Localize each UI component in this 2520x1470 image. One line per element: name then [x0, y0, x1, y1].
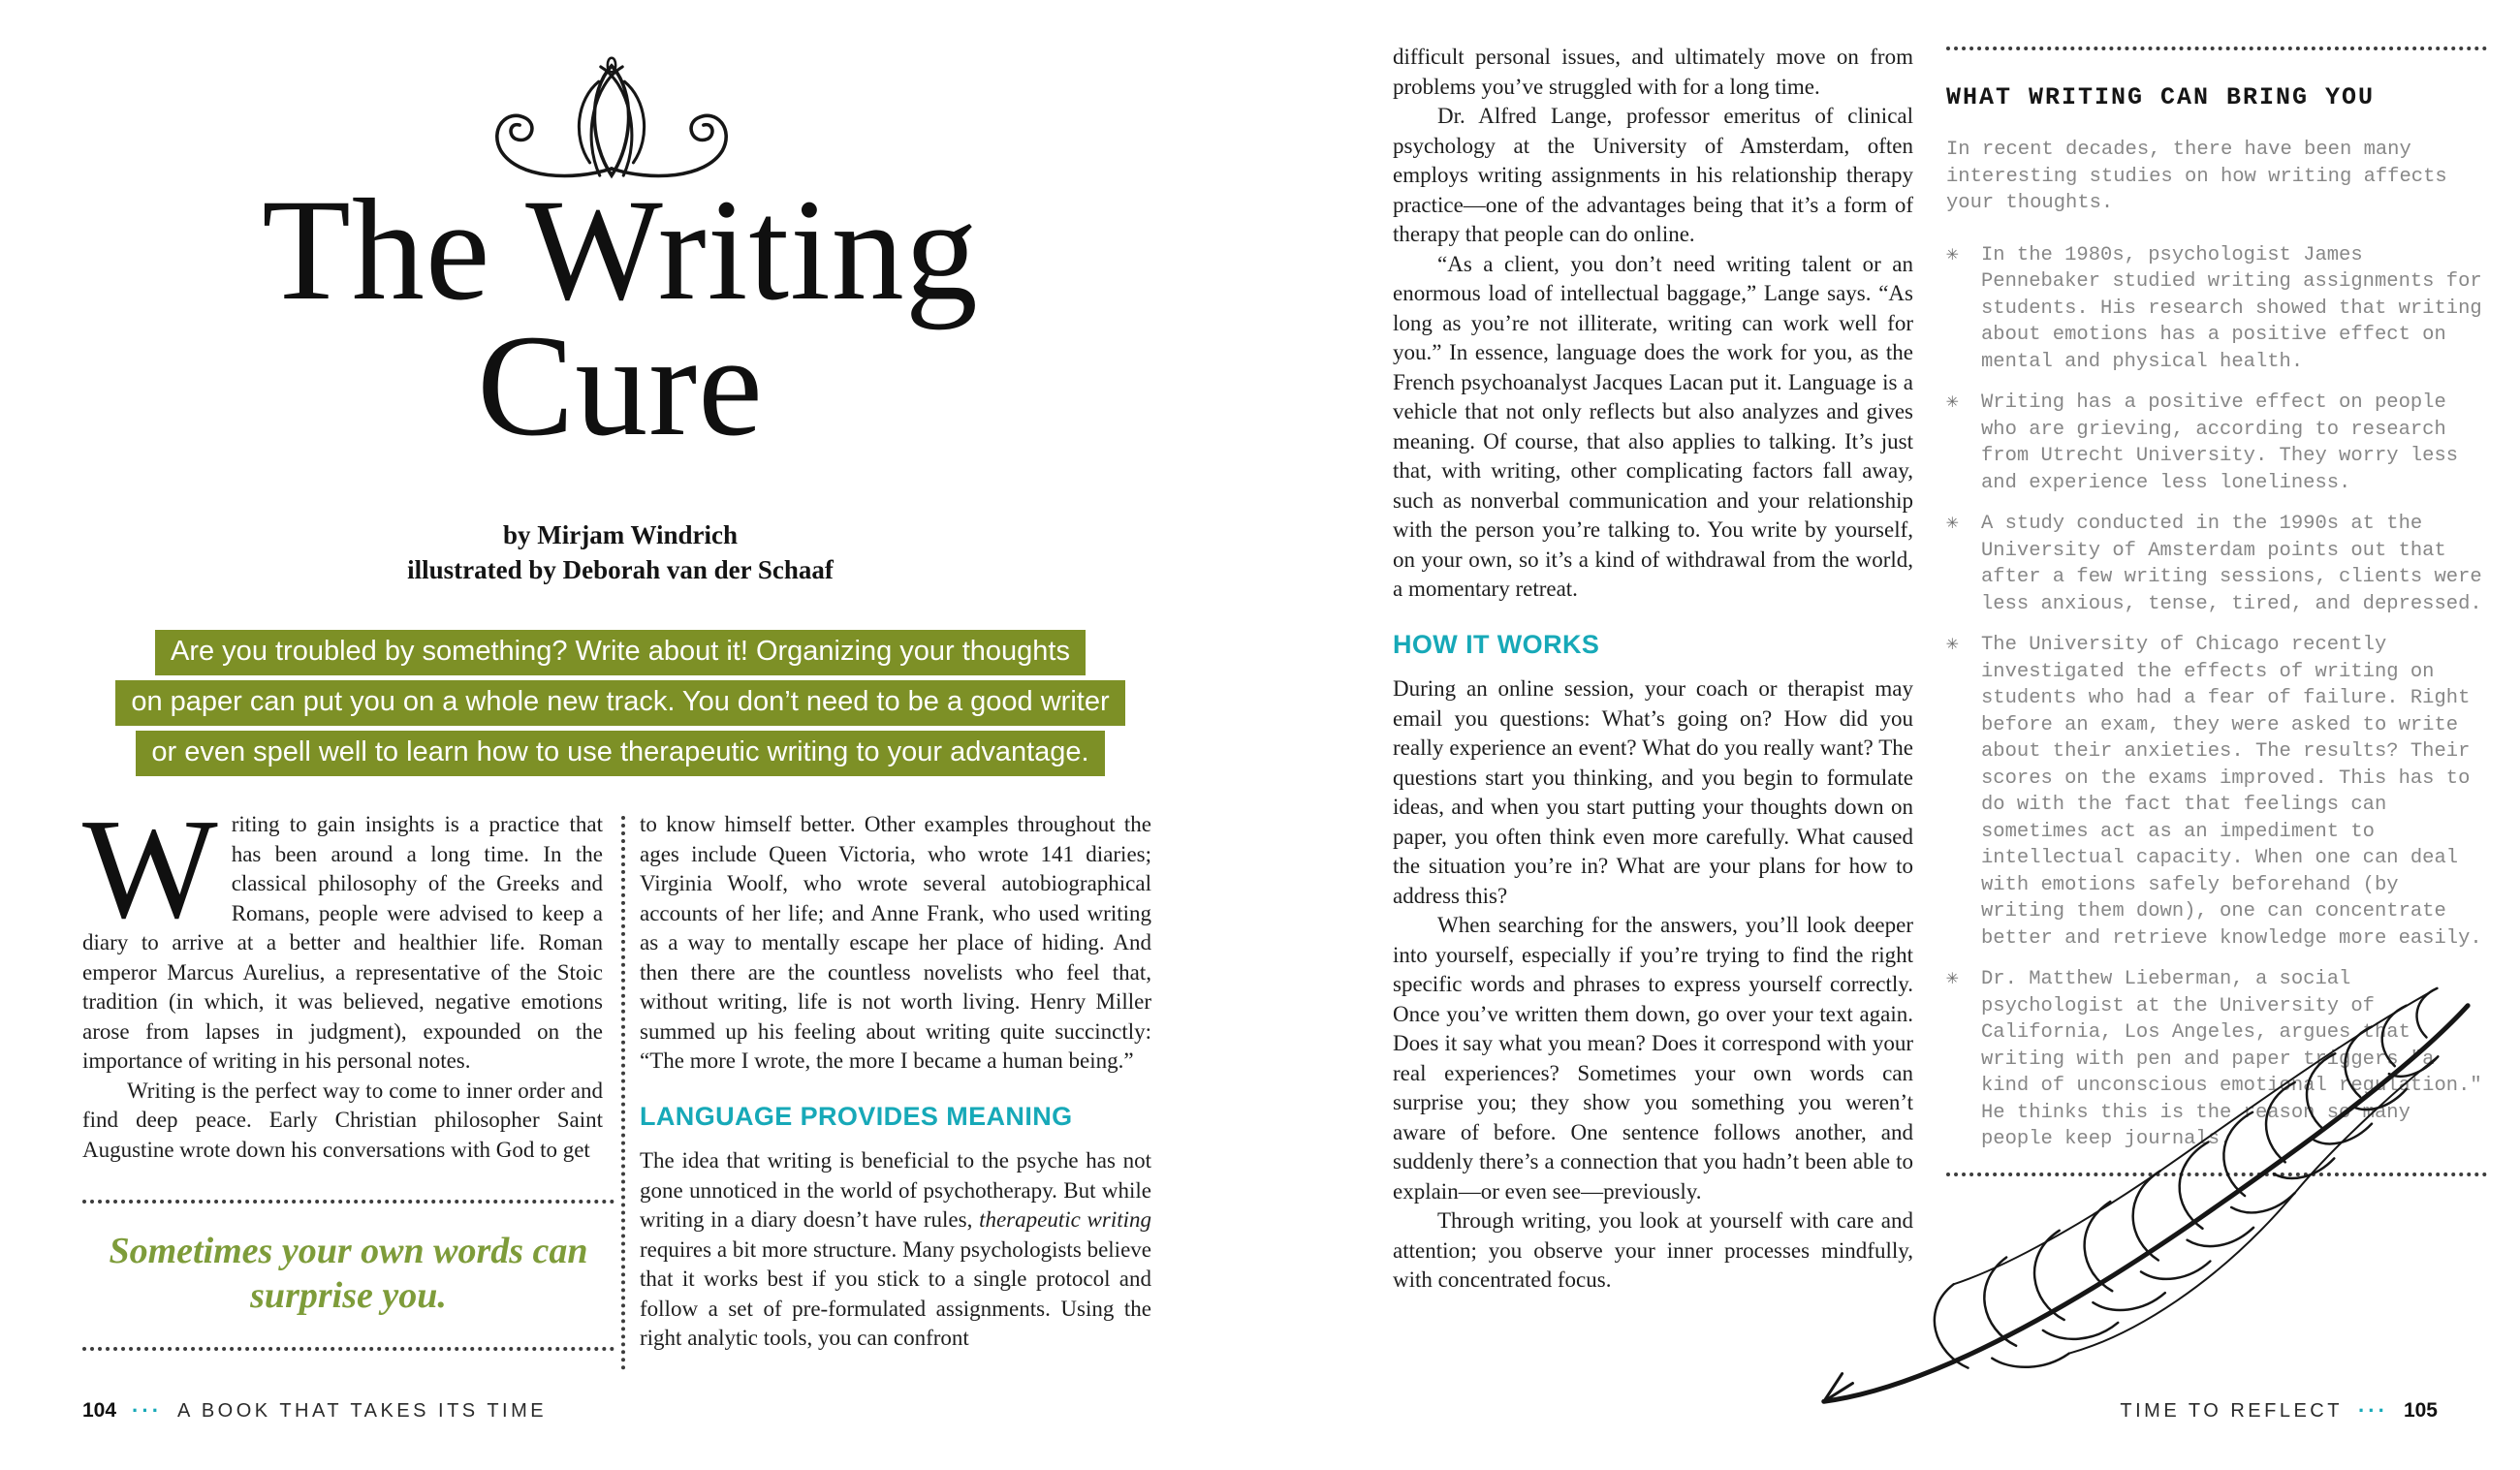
- paragraph: When searching for the answers, you’ll look deeper into yourself, especially if you’re trying to find the right specific words and phrases to express yourself correctly. Once you’ve written them down, go over your text again. Does it say what you mean? Does it correspond with your real experiences? Sometimes your own words can surprise you; they show you something you weren’t aware of before. One sentence follows another, and suddenly there’s a connection that you hadn’t been able to explain—or even see—previously.: [1393, 913, 1913, 1204]
- page-number: 104: [82, 1399, 117, 1422]
- byline-author: by Mirjam Windrich: [502, 520, 738, 549]
- sidebar-bullet: [1946, 511, 2487, 617]
- article-title-line1: The Writing: [262, 170, 979, 330]
- byline: [0, 517, 1241, 587]
- drop-cap: W: [82, 790, 218, 949]
- section-heading-language: LANGUAGE PROVIDES MEANING: [640, 1101, 1073, 1131]
- paragraph: “As a client, you don’t need writing talent or an enormous load of intellectual baggage,” Lange says. “As long as you’re not illiterate, writing can work well for you.” In essence, language does the work for you, as the French psychoanalyst Jacques Lacan put it. Language is a vehicle that not only reflects but also analyzes and gives meaning. Of course, that also applies to talking. It’s just that, with writing, other complicating factors fall away, such as nonverbal communication and your relationship with the person you’re talking to. You write by yourself, on your own, so it’s a kind of withdrawal from the world, a momentary retreat.: [1393, 251, 1913, 601]
- asterisk-icon: ✳: [1946, 968, 1959, 990]
- section-heading-how-it-works: HOW IT WORKS: [1393, 629, 1600, 659]
- sidebar-heading: WHAT WRITING CAN BRING YOU: [1946, 83, 2376, 111]
- paragraph-text: requires a bit more structure. Many psychologists believe that it works best if you stick to a single protocol and follow a set of pre-formulated assignments. Using the right analytic tools, you can confront: [640, 1236, 1151, 1350]
- page-number: 105: [2403, 1399, 2438, 1422]
- byline-illustrator: illustrated by Deborah van der Schaaf: [407, 555, 834, 584]
- footer-label: TIME TO REFLECT: [2120, 1399, 2343, 1422]
- paragraph: Writing is the perfect way to come to inner order and find deep peace. Early Christian philosopher Saint Augustine wrote down his conversations with God to get: [82, 1078, 603, 1162]
- paragraph: During an online session, your coach or therapist may email you questions: What’s going on? How did you really experience an event? What do you really want? The questions start you thinking, and you begin to formulate ideas, and when you start putting your thoughts down on paper, you often think even more carefully. What caused the situation you’re in? What are your plans for how to address this?: [1393, 676, 1913, 908]
- left-page-column-1: [82, 790, 603, 1165]
- paragraph: [82, 790, 603, 1077]
- bullet-text: Writing has a positive effect on people who are grieving, according to research from Utrecht University. They worry less and experience less loneliness.: [1981, 391, 2459, 494]
- article-title-line2: Cure: [477, 305, 764, 466]
- left-footer: [82, 1398, 547, 1423]
- paragraph-text: riting to gain insights is a practice that has been around a long time. In the classical philosophy of the Greeks and Romans, people were advised to keep a diary to arrive at a better and healthier life. Roman emperor Marcus Aurelius, a representative of the Stoic tradition (in which, it was believed, negative emotions arose from lapses in judgment), expounded on the importance of writing in his personal notes.: [82, 812, 603, 1073]
- footer-dots-icon: ···: [2357, 1398, 2388, 1423]
- paragraph: Dr. Alfred Lange, professor emeritus of clinical psychology at the University of Amsterdam, often employs writing assignments in his relationship therapy practice—one of the advantages being that it’s a form of therapy that people can do online.: [1393, 104, 1913, 246]
- bullet-text: A study conducted in the 1990s at the University of Amsterdam points out that after a few writing sessions, clients were less anxious, tense, tired, and depressed.: [1981, 513, 2482, 615]
- quill-feather-illustration: [1795, 977, 2487, 1432]
- paragraph: Through writing, you look at yourself with care and attention; you observe your inner processes mindfully, with concentrated focus.: [1393, 1208, 1913, 1292]
- bullet-text: In the 1980s, psychologist James Pennebaker studied writing assignments for students. His research showed that writing about emotions has a positive effect on mental and physical health.: [1981, 243, 2482, 373]
- intro-line: on paper can put you on a whole new track. You don’t need to be a good writer: [115, 680, 1124, 726]
- paragraph: difficult personal issues, and ultimately move on from problems you’ve struggled with for a long time.: [1393, 45, 1913, 99]
- pull-quote: [82, 1200, 614, 1351]
- paragraph: to know himself better. Other examples throughout the ages include Queen Victoria, who wrote 141 diaries; Virginia Woolf, who wrote several autobiographical accounts of her life; and Anne Frank, who used writing as a way to mentally escape her place of hiding. And then there are the countless novelists who feel that, without writing, life is not worth living. Henry Miller summed up his feeling about writing quite succinctly: “The more I wrote, the more I became a human being.”: [640, 812, 1151, 1073]
- article-title: [0, 170, 1241, 466]
- footer-dots-icon: ···: [132, 1398, 163, 1423]
- asterisk-icon: ✳: [1946, 391, 1959, 414]
- intro-line: Are you troubled by something? Write about it! Organizing your thoughts: [155, 630, 1086, 675]
- asterisk-icon: ✳: [1946, 634, 1959, 656]
- sidebar-bullet: [1946, 242, 2487, 376]
- italic-term: therapeutic writing: [979, 1207, 1151, 1232]
- intro-line: or even spell well to learn how to use therapeutic writing to your advantage.: [136, 731, 1104, 776]
- column-divider-dotted: [621, 816, 625, 1370]
- left-page-column-2: [640, 810, 1151, 1354]
- sidebar-bullet: [1946, 632, 2487, 952]
- asterisk-icon: ✳: [1946, 513, 1959, 535]
- paragraph: [640, 1146, 1151, 1354]
- footer-label: A BOOK THAT TAKES ITS TIME: [177, 1399, 548, 1422]
- bullet-text: The University of Chicago recently investigated the effects of writing on students who had a fear of failure. Right before an exam, they were asked to write about their anxieties. The results? Their scores on the exams improved. This has to do with the fact that feelings can sometimes act as an impediment to intellectual capacity. When one can deal with emotions safely beforehand (by writing them down), one can concentrate better and retrieve knowledge more easily.: [1981, 634, 2482, 950]
- sidebar-bullet: [1946, 390, 2487, 496]
- pull-quote-text: Sometimes your own words can surprise you.: [109, 1231, 588, 1316]
- paragraph-text: The idea that writing is beneficial to the psyche has not gone unnoticed in the world of psychotherapy. But while writing in a diary doesn’t have rules,: [640, 1148, 1151, 1232]
- asterisk-icon: ✳: [1946, 243, 1959, 266]
- sidebar-top-dotted-rule: [1946, 47, 2487, 50]
- intro-highlight: [0, 630, 1241, 781]
- sidebar-intro: In recent decades, there have been many interesting studies on how writing affects your thoughts.: [1946, 139, 2447, 214]
- bullet-text: Dr. Matthew Lieberman, a social psychologist at the University of California, Los Angeles, argues that writing with pen and paper triggers "a kind of unconscious emotional regulation." He thinks this is the reason so many people keep journals.: [1981, 968, 2482, 1150]
